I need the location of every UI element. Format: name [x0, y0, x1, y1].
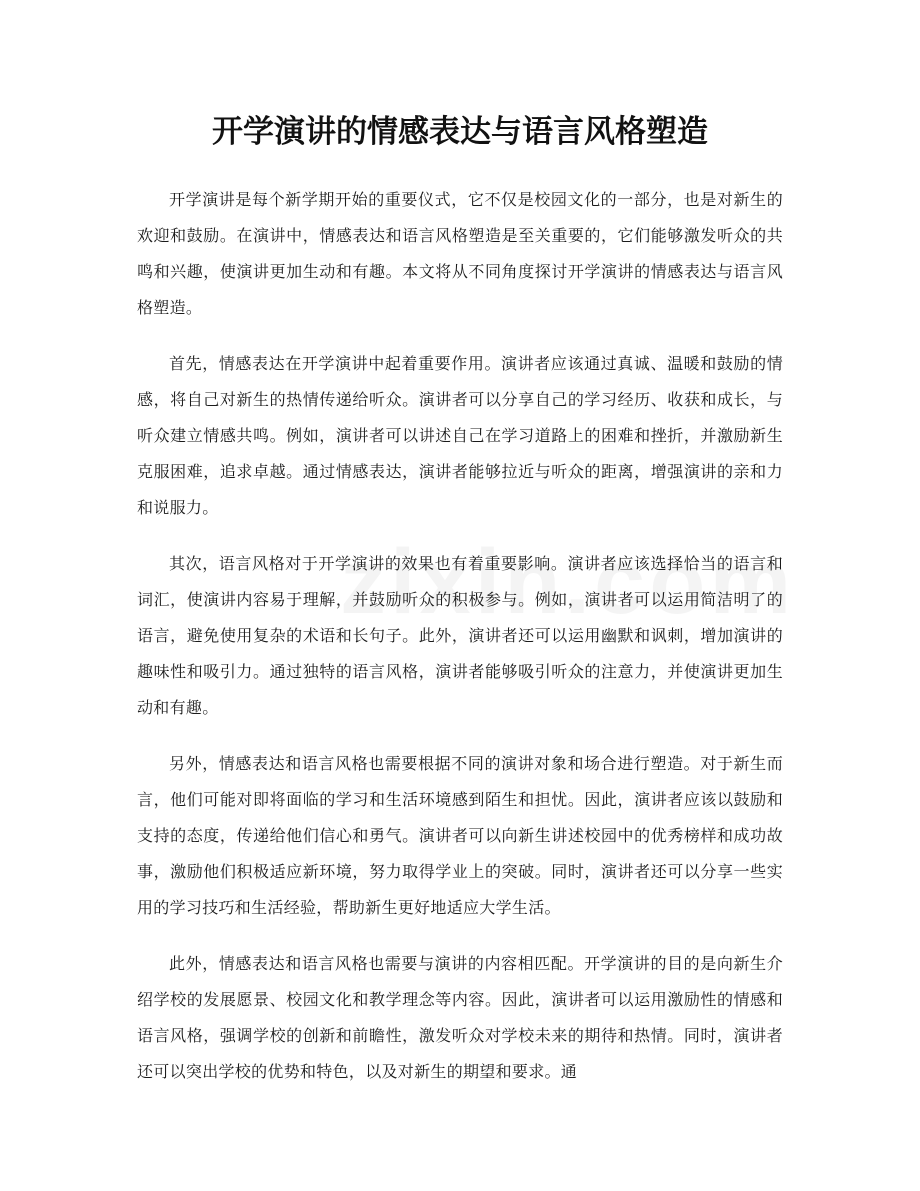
paragraph-4: 另外，情感表达和语言风格也需要根据不同的演讲对象和场合进行塑造。对于新生而言，他们可能对即将面临的学习和生活环境感到陌生和担忧。因此，演讲者应该以鼓励和支持的态度，传递给他们信心和勇气。演讲者可以向新生讲述校园中的优秀榜样和成功故事，激励他们积极适应新环境，努力取得学业上的突破。同时，演讲者还可以分享一些实用的学习技巧和生活经验，帮助新生更好地适应大学生活。 — [137, 754, 783, 917]
paragraph-2: 首先，情感表达在开学演讲中起着重要作用。演讲者应该通过真诚、温暖和鼓励的情感，将自己对新生的热情传递给听众。演讲者可以分享自己的学习经历、收获和成长，与听众建立情感共鸣。例如，演讲者可以讲述自己在学习道路上的困难和挫折，并激励新生克服困难，追求卓越。通过情感表达，演讲者能够拉近与听众的距离，增强演讲的亲和力和说服力。 — [137, 354, 783, 517]
document-body — [137, 182, 783, 1110]
paragraph-1: 开学演讲是每个新学期开始的重要仪式，它不仅是校园文化的一部分，也是对新生的欢迎和鼓励。在演讲中，情感表达和语言风格塑造是至关重要的，它们能够激发听众的共鸣和兴趣，使演讲更加生动和有趣。本文将从不同角度探讨开学演讲的情感表达与语言风格塑造。 — [137, 190, 783, 317]
document-title: 开学演讲的情感表达与语言风格塑造 — [212, 114, 708, 150]
paragraph-3: 其次，语言风格对于开学演讲的效果也有着重要影响。演讲者应该选择恰当的语言和词汇，使演讲内容易于理解，并鼓励听众的积极参与。例如，演讲者可以运用简洁明了的语言，避免使用复杂的术语和长句子。此外，演讲者还可以运用幽默和讽刺，增加演讲的趣味性和吸引力。通过独特的语言风格，演讲者能够吸引听众的注意力，并使演讲更加生动和有趣。 — [137, 554, 783, 717]
paragraph-5: 此外，情感表达和语言风格也需要与演讲的内容相匹配。开学演讲的目的是向新生介绍学校的发展愿景、校园文化和教学理念等内容。因此，演讲者可以运用激励性的情感和语言风格，强调学校的创新和前瞻性，激发听众对学校未来的期待和热情。同时，演讲者还可以突出学校的优势和特色，以及对新生的期望和要求。通 — [137, 954, 783, 1081]
